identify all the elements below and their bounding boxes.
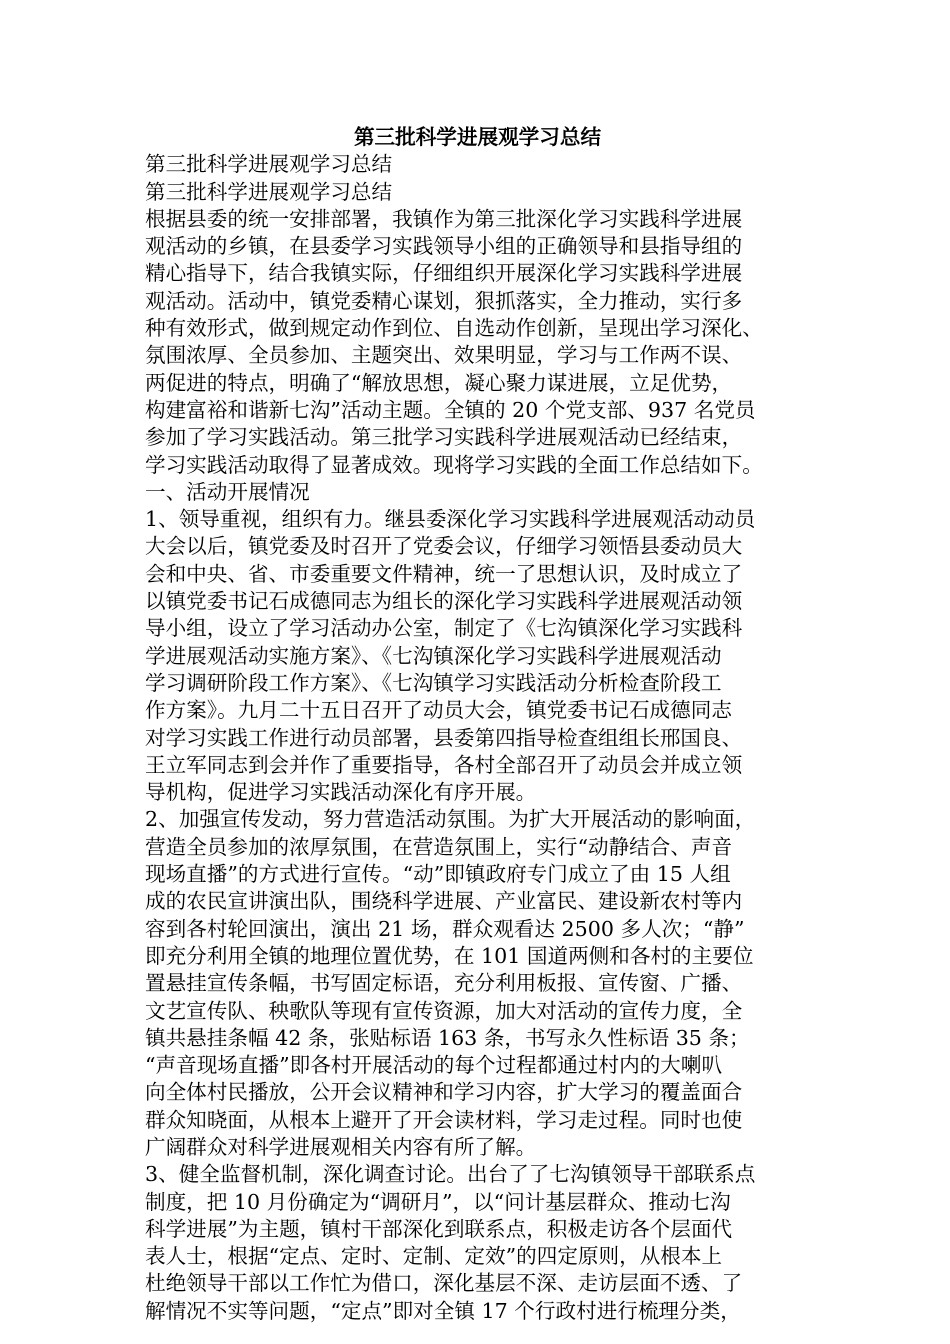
body-text-line: 导机构，促进学习实践活动深化有序开展。: [145, 780, 537, 805]
body-text-line: 杜绝领导干部以工作忙为借口，深化基层不深、走访层面不透、了: [145, 1271, 743, 1296]
document-body: [145, 151, 810, 1325]
body-text-line: 群众知晓面，从根本上避开了开会读材料，学习走过程。同时也使: [145, 1107, 743, 1132]
body-text-line: 镇共悬挂条幅 42 条，张贴标语 163 条，书写永久性标语 35 条；: [145, 1025, 750, 1050]
body-text-line: 对学习实践工作进行动员部署，县委第四指导检查组组长邢国良、: [145, 725, 743, 750]
body-text-line: 2、加强宣传发动，努力营造活动氛围。为扩大开展活动的影响面，: [145, 807, 756, 832]
body-text-line: 广阔群众对科学进展观相关内容有所了解。: [145, 1134, 537, 1159]
body-text-line: 第三批科学进展观学习总结: [145, 152, 393, 177]
body-text-line: 作方案》。九月二十五日召开了动员大会，镇党委书记石成德同志: [145, 698, 732, 723]
body-text-line: 成的农民宣讲演出队，围绕科学进展、产业富民、建设新农村等内: [145, 889, 743, 914]
body-text-line: 即充分利用全镇的地理位置优势，在 101 国道两侧和各村的主要位: [145, 943, 754, 968]
body-text-line: 学习调研阶段工作方案》、《七沟镇学习实践活动分析检查阶段工: [145, 670, 722, 695]
body-text-line: 大会以后，镇党委及时召开了党委会议，仔细学习领悟县委动员大: [145, 534, 743, 559]
body-text-line: 置悬挂宣传条幅，书写固定标语，充分利用板报、宣传窗、广播、: [145, 971, 743, 996]
body-text-line: 构建富裕和谐新七沟”活动主题。全镇的 20 个党支部、937 名党员: [145, 397, 756, 422]
body-text-line: 以镇党委书记石成德同志为组长的深化学习实践科学进展观活动领: [145, 589, 743, 614]
document-title: 第三批科学进展观学习总结: [353, 125, 602, 149]
body-text-line: 学习实践活动取得了显著成效。现将学习实践的全面工作总结如下。: [145, 452, 763, 477]
body-text-line: 一、活动开展情况: [145, 479, 310, 504]
body-text-line: 现场直播”的方式进行宣传。“动”即镇政府专门成立了由 15 人组: [145, 862, 731, 887]
body-text-line: 学进展观活动实施方案》、《七沟镇深化学习实践科学进展观活动: [145, 643, 722, 668]
body-text-line: 种有效形式，做到规定动作到位、自选动作创新，呈现出学习深化、: [145, 316, 763, 341]
body-text-line: 制度，把 10 月份确定为“调研月”，以“问计基层群众、推动七沟: [145, 1189, 731, 1214]
body-text-line: 两促进的特点，明确了“解放思想，凝心聚力谋进展，立足优势，: [145, 370, 733, 395]
document-page: [145, 124, 810, 1325]
body-text-line: 3、健全监督机制，深化调查讨论。出台了了七沟镇领导干部联系点: [145, 1162, 756, 1187]
body-text-line: 表人士，根据“定点、定时、定制、定效”的四定原则，从根本上: [145, 1244, 723, 1269]
body-text-line: 会和中央、省、市委重要文件精神，统一了思想认识，及时成立了: [145, 561, 743, 586]
body-text-line: 观活动。活动中，镇党委精心谋划，狠抓落实，全力推动，实行多: [145, 288, 743, 313]
body-text-line: 精心指导下，结合我镇实际，仔细组织开展深化学习实践科学进展: [145, 261, 743, 286]
body-text-line: 根据县委的统一安排部署，我镇作为第三批深化学习实践科学进展: [145, 206, 743, 231]
body-text-line: 参加了学习实践活动。第三批学习实践科学进展观活动已经结束，: [145, 425, 743, 450]
body-text-line: 解情况不实等问题，“定点”即对全镇 17 个行政村进行梳理分类，: [145, 1298, 741, 1323]
body-text-line: 王立军同志到会并作了重要指导，各村全部召开了动员会并成立领: [145, 752, 743, 777]
body-text-line: 营造全员参加的浓厚氛围，在营造氛围上，实行“动静结合、声音: [145, 834, 733, 859]
body-text-line: 1、领导重视，组织有力。继县委深化学习实践科学进展观活动动员: [145, 507, 756, 532]
body-text-line: “声音现场直播”即各村开展活动的每个过程都通过村内的大喇叭: [145, 1053, 723, 1078]
body-text-line: 导小组，设立了学习活动办公室，制定了《七沟镇深化学习实践科: [145, 616, 743, 641]
body-text-line: 第三批科学进展观学习总结: [145, 179, 393, 204]
body-text-line: 观活动的乡镇，在县委学习实践领导小组的正确领导和县指导组的: [145, 234, 743, 259]
body-text-line: 氛围浓厚、全员参加、主题突出、效果明显，学习与工作两不误、: [145, 343, 743, 368]
body-text-line: 文艺宣传队、秧歌队等现有宣传资源，加大对活动的宣传力度，全: [145, 998, 743, 1023]
body-text-line: 容到各村轮回演出，演出 21 场，群众观看达 2500 多人次；“静”: [145, 916, 745, 941]
body-text-line: 科学进展”为主题，镇村干部深化到联系点，积极走访各个层面代: [145, 1216, 733, 1241]
body-text-line: 向全体村民播放，公开会议精神和学习内容，扩大学习的覆盖面合: [145, 1080, 743, 1105]
